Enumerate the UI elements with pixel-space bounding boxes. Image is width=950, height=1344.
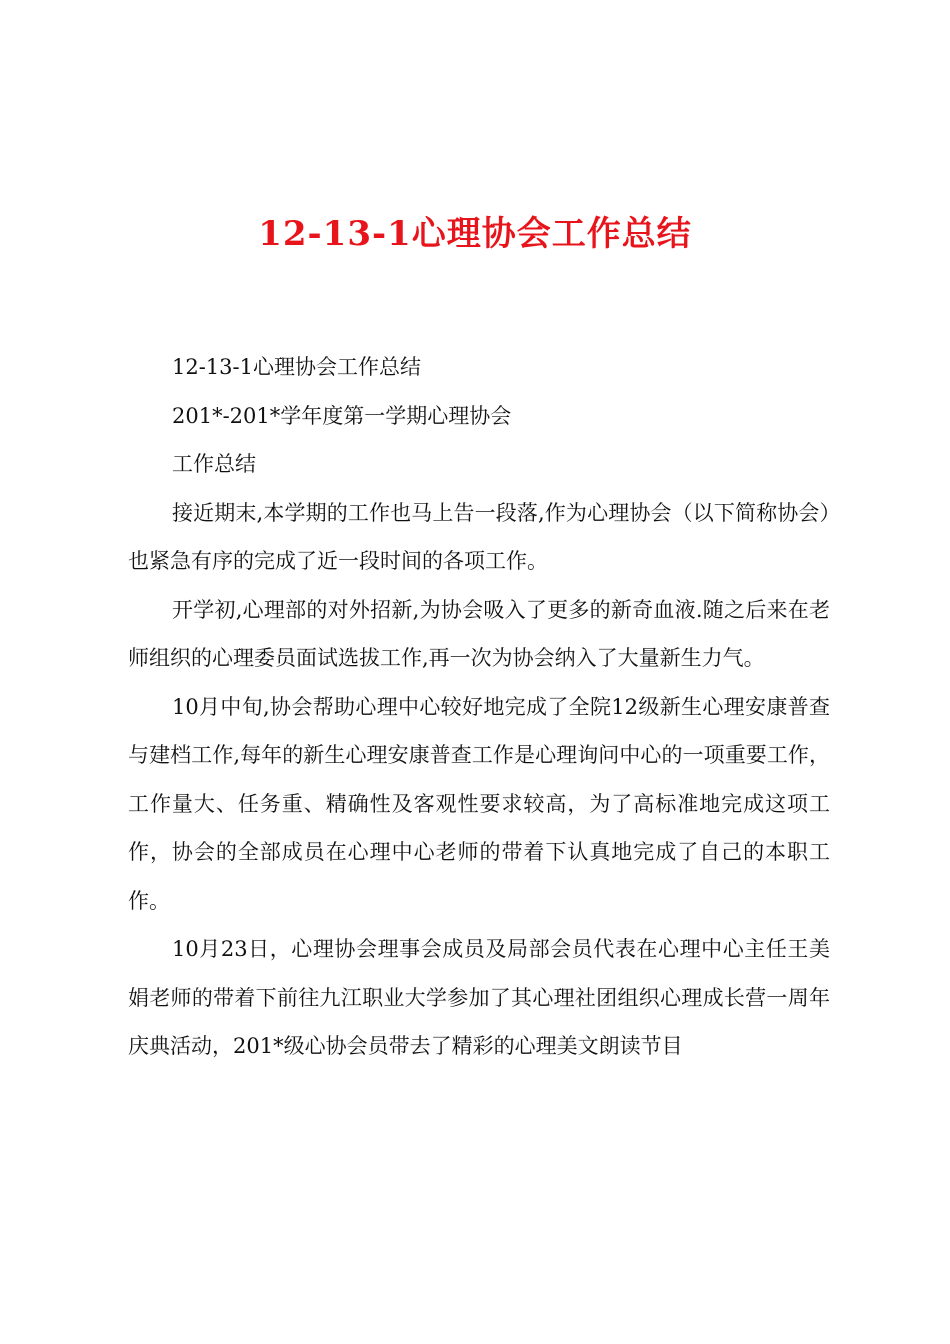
paragraph-heading: 工作总结 [172,452,256,476]
document-body [128,343,830,1071]
document-title: 12-13-1心理协会工作总结 [258,214,692,254]
paragraph-october-survey: 10月中旬,协会帮助心理中心较好地完成了全院12级新生心理安康普查与建档工作,每年的新生心理安康普查工作是心理询问中心的一项重要工作，工作量大、任务重、精确性及客观性要求较高，为了高标准地完成这项工作，协会的全部成员在心理中心老师的带着下认真地完成了自己的本职工作。 [128,694,830,913]
paragraph-subtitle: 12-13-1心理协会工作总结 [172,355,421,379]
paragraph-intro: 接近期末,本学期的工作也马上告一段落,作为心理协会（以下简称协会）也紧急有序的完成了近一段时间的各项工作。 [128,500,830,573]
paragraph-recruitment: 开学初,心理部的对外招新,为协会吸入了更多的新奇血液.随之后来在老师组织的心理委员面试选拔工作,再一次为协会纳入了大量新生力气。 [128,597,830,670]
paragraph-semester: 201*-201*学年度第一学期心理协会 [172,403,512,428]
paragraph-october-23: 10月23日，心理协会理事会成员及局部会员代表在心理中心主任王美娟老师的带着下前往九江职业大学参加了其心理社团组织心理成长营一周年庆典活动，201*级心协会员带去了精彩的心理美文朗读节目 [128,937,830,1058]
